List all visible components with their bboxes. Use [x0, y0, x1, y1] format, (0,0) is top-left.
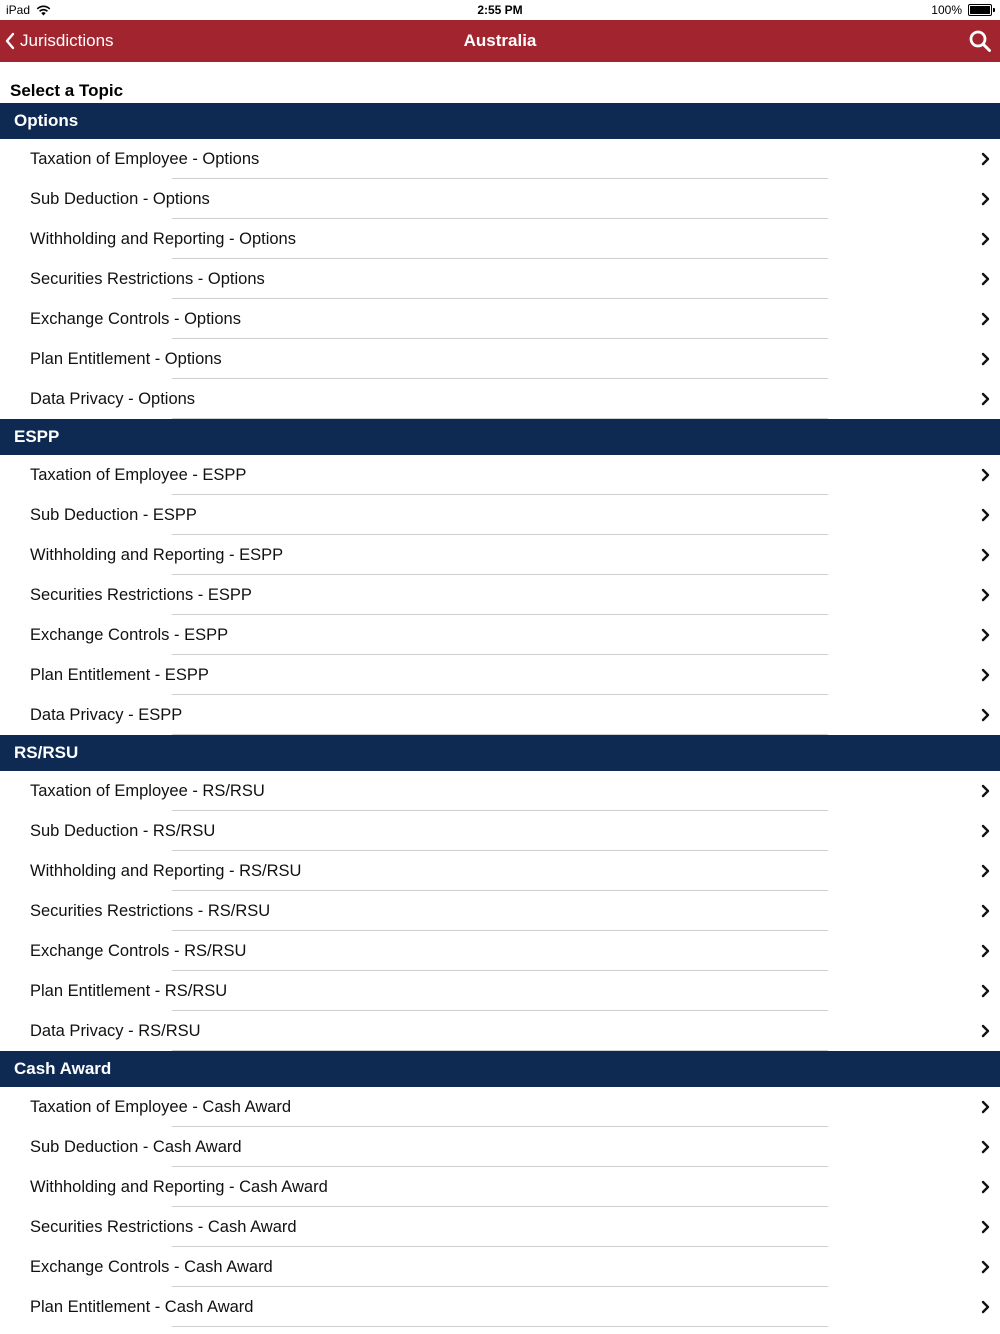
chevron-right-icon	[980, 548, 990, 562]
topic-row-label: Withholding and Reporting - RS/RSU	[30, 862, 302, 880]
chevron-right-icon	[980, 708, 990, 722]
topic-row-label: Withholding and Reporting - ESPP	[30, 546, 284, 564]
topic-row[interactable]	[0, 455, 1000, 495]
topic-row[interactable]	[0, 851, 1000, 891]
topic-list	[0, 103, 1000, 1327]
topic-row[interactable]	[0, 1207, 1000, 1247]
topic-row[interactable]	[0, 1247, 1000, 1287]
chevron-right-icon	[980, 312, 990, 326]
topic-row[interactable]	[0, 811, 1000, 851]
topic-row-label: Sub Deduction - RS/RSU	[30, 822, 216, 840]
chevron-right-icon	[980, 864, 990, 878]
chevron-right-icon	[980, 1024, 990, 1038]
topic-row[interactable]	[0, 771, 1000, 811]
topic-row-label: Securities Restrictions - RS/RSU	[30, 902, 271, 920]
topic-row[interactable]	[0, 219, 1000, 259]
topic-row-label: Withholding and Reporting - Cash Award	[30, 1178, 328, 1196]
chevron-right-icon	[980, 1180, 990, 1194]
status-bar	[0, 0, 1000, 20]
chevron-right-icon	[980, 668, 990, 682]
battery-icon	[968, 4, 992, 16]
topic-row-label: Sub Deduction - Cash Award	[30, 1138, 242, 1156]
topic-row-label: Sub Deduction - ESPP	[30, 506, 197, 524]
section-header: Options	[0, 103, 1000, 139]
device-name: iPad	[6, 3, 31, 17]
chevron-left-icon	[4, 32, 16, 50]
chevron-right-icon	[980, 628, 990, 642]
back-button[interactable]	[4, 20, 114, 62]
topic-row-label: Taxation of Employee - Cash Award	[30, 1098, 292, 1116]
chevron-right-icon	[980, 1140, 990, 1154]
topic-row[interactable]	[0, 695, 1000, 735]
chevron-right-icon	[980, 232, 990, 246]
topic-row-label: Exchange Controls - ESPP	[30, 626, 229, 644]
chevron-right-icon	[980, 984, 990, 998]
topic-row[interactable]	[0, 931, 1000, 971]
topic-row[interactable]	[0, 535, 1000, 575]
chevron-right-icon	[980, 904, 990, 918]
topic-row[interactable]	[0, 1127, 1000, 1167]
battery-percent: 100%	[931, 3, 962, 17]
topic-row-label: Plan Entitlement - RS/RSU	[30, 982, 228, 1000]
topic-row[interactable]	[0, 339, 1000, 379]
topic-row[interactable]	[0, 891, 1000, 931]
back-button-label: Jurisdictions	[20, 31, 114, 50]
topic-row-label: Plan Entitlement - ESPP	[30, 666, 209, 684]
topic-row[interactable]	[0, 179, 1000, 219]
chevron-right-icon	[980, 468, 990, 482]
navigation-bar	[0, 20, 1000, 62]
chevron-right-icon	[980, 1100, 990, 1114]
chevron-right-icon	[980, 272, 990, 286]
topic-row-label: Exchange Controls - RS/RSU	[30, 942, 247, 960]
topic-row[interactable]	[0, 139, 1000, 179]
topic-row-label: Plan Entitlement - Options	[30, 350, 222, 368]
topic-row-label: Data Privacy - RS/RSU	[30, 1022, 201, 1040]
row-divider	[172, 734, 828, 735]
topic-row[interactable]	[0, 971, 1000, 1011]
topic-row-label: Plan Entitlement - Cash Award	[30, 1298, 254, 1316]
chevron-right-icon	[980, 824, 990, 838]
topic-row-label: Securities Restrictions - Cash Award	[30, 1218, 297, 1236]
topic-row[interactable]	[0, 1287, 1000, 1327]
topic-row[interactable]	[0, 379, 1000, 419]
topic-row-label: Taxation of Employee - RS/RSU	[30, 782, 265, 800]
page-title: Australia	[463, 31, 537, 50]
chevron-right-icon	[980, 392, 990, 406]
chevron-right-icon	[980, 784, 990, 798]
topic-row-label: Data Privacy - ESPP	[30, 706, 183, 724]
status-time: 2:55 PM	[477, 3, 523, 17]
select-topic-heading: Select a Topic	[10, 81, 124, 100]
topic-row-label: Data Privacy - Options	[30, 390, 196, 408]
topic-row[interactable]	[0, 299, 1000, 339]
row-divider	[172, 1326, 828, 1327]
chevron-right-icon	[980, 944, 990, 958]
search-icon[interactable]	[968, 29, 992, 53]
row-divider	[172, 1050, 828, 1051]
topic-row-label: Sub Deduction - Options	[30, 190, 210, 208]
topic-row[interactable]	[0, 259, 1000, 299]
topic-row[interactable]	[0, 615, 1000, 655]
topic-row-label: Exchange Controls - Options	[30, 310, 241, 328]
section-header: RS/RSU	[0, 735, 1000, 771]
row-divider	[172, 418, 828, 419]
section-header: Cash Award	[0, 1051, 1000, 1087]
topic-row-label: Withholding and Reporting - Options	[30, 230, 296, 248]
chevron-right-icon	[980, 152, 990, 166]
chevron-right-icon	[980, 588, 990, 602]
topic-row-label: Securities Restrictions - ESPP	[30, 586, 252, 604]
chevron-right-icon	[980, 508, 990, 522]
topic-row-label: Securities Restrictions - Options	[30, 270, 265, 288]
topic-row[interactable]	[0, 575, 1000, 615]
topic-row-label: Taxation of Employee - ESPP	[30, 466, 247, 484]
topic-row[interactable]	[0, 1167, 1000, 1207]
chevron-right-icon	[980, 1220, 990, 1234]
chevron-right-icon	[980, 192, 990, 206]
topic-row-label: Exchange Controls - Cash Award	[30, 1258, 273, 1276]
status-right	[931, 3, 992, 17]
topic-row[interactable]	[0, 655, 1000, 695]
chevron-right-icon	[980, 1260, 990, 1274]
section-header: ESPP	[0, 419, 1000, 455]
topic-row[interactable]	[0, 1011, 1000, 1051]
chevron-right-icon	[980, 1300, 990, 1314]
topic-row[interactable]	[0, 495, 1000, 535]
topic-row[interactable]	[0, 1087, 1000, 1127]
chevron-right-icon	[980, 352, 990, 366]
topic-row-label: Taxation of Employee - Options	[30, 150, 260, 168]
